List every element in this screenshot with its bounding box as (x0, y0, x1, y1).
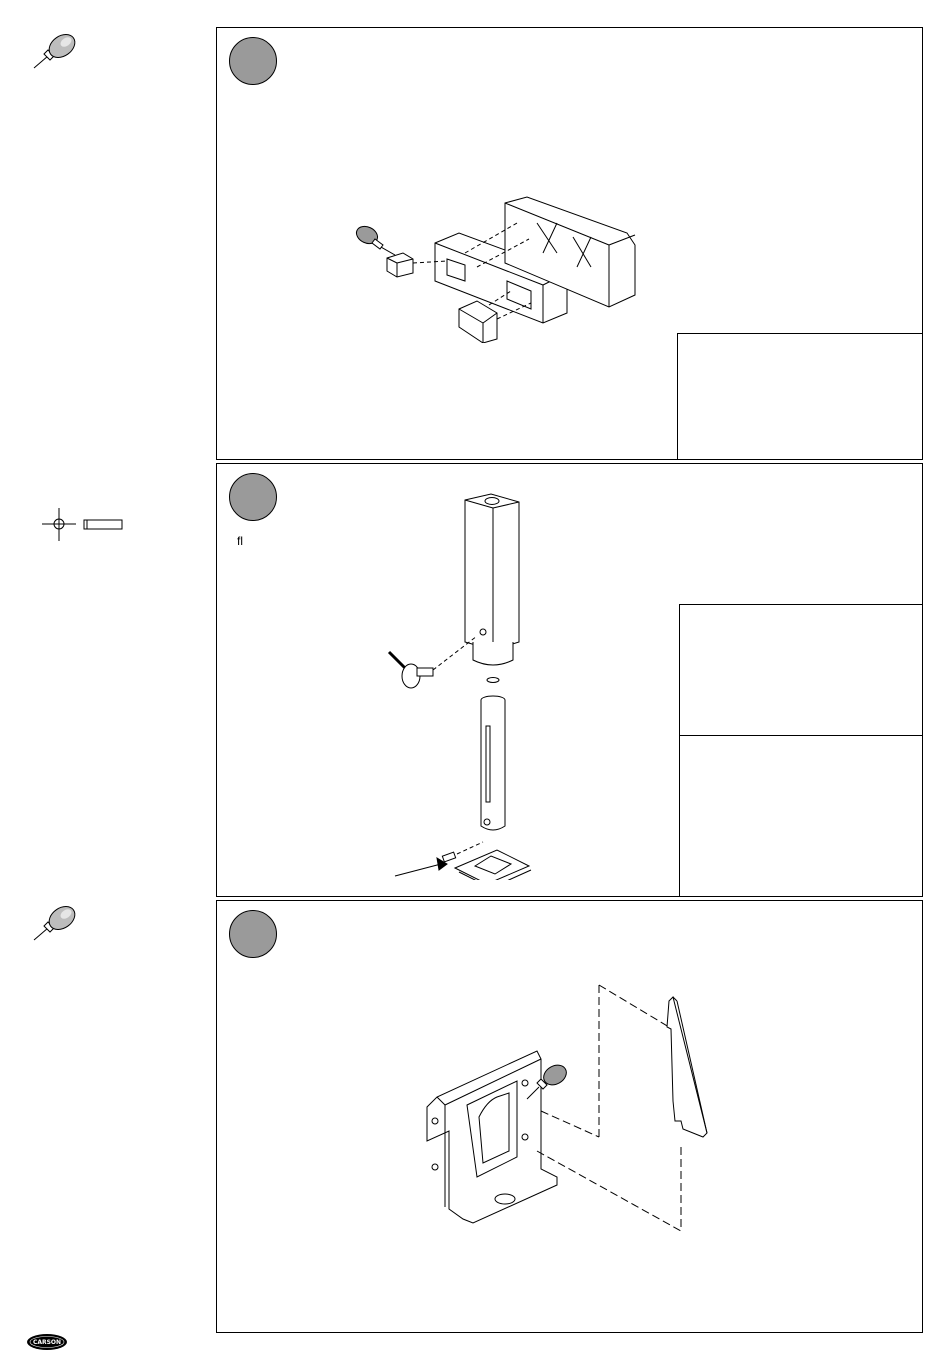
step-1-notes-box (677, 333, 923, 460)
pin-parts-icon (40, 508, 130, 542)
step-2-notes-box-upper (679, 604, 923, 735)
step-number-circle (229, 37, 277, 85)
step-1-panel (216, 27, 923, 460)
glue-bottle-icon (30, 904, 82, 944)
step-2-notes-box-lower (679, 735, 923, 897)
step-2-illustration (387, 490, 567, 880)
step-3-panel (216, 900, 923, 1333)
step-number-circle (229, 910, 277, 958)
logo-text: CARSON (32, 1339, 62, 1346)
step-number-circle (229, 473, 277, 521)
carson-logo-icon (26, 1332, 68, 1352)
glue-bottle-icon (30, 32, 82, 72)
step-1-illustration (347, 163, 647, 343)
step-2-text-fragment: ﬂ (237, 534, 243, 548)
step-3-illustration (417, 981, 727, 1251)
step-2-panel (216, 463, 923, 897)
